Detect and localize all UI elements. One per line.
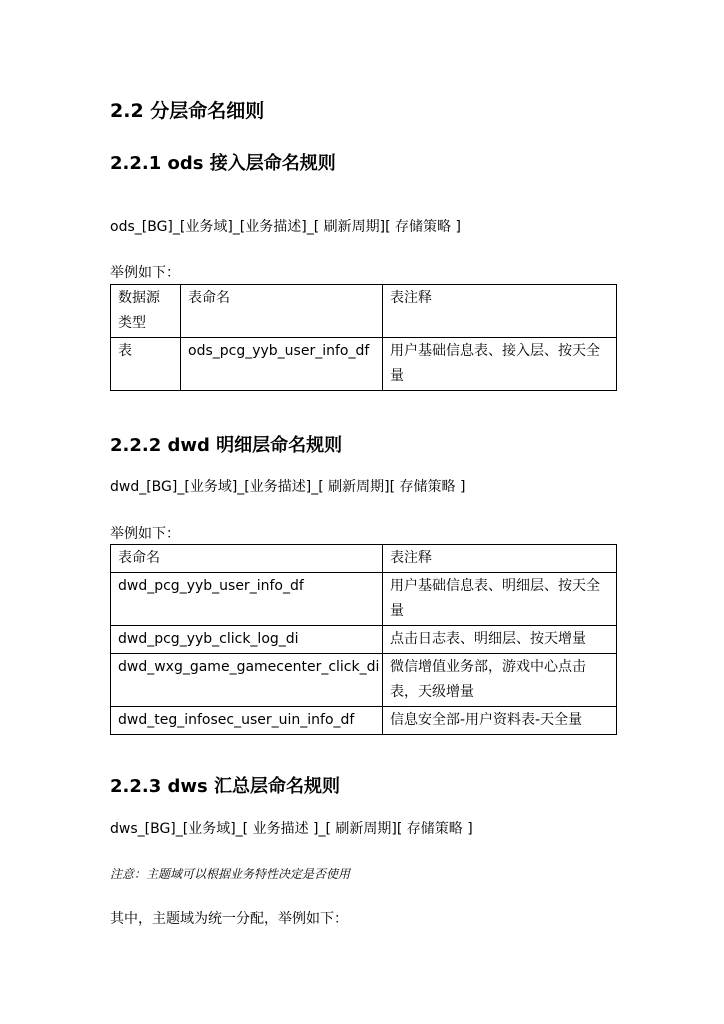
ods-example-table — [110, 284, 617, 391]
dws-intro: 其中，主题域为统一分配，举例如下： — [110, 911, 348, 927]
table-header-cell: 表命名 — [181, 285, 383, 338]
table-header-row — [111, 285, 617, 338]
table-cell: dwd_teg_infosec_user_uin_info_df — [111, 707, 383, 735]
dwd-naming-pattern: dwd_[BG]_[业务域]_[业务描述]_[ 刷新周期][ 存储策略 ] — [110, 479, 466, 495]
table-cell: 点击日志表、明细层、按天增量 — [383, 626, 617, 654]
table-row — [111, 573, 617, 626]
table-cell: 用户基础信息表、明细层、按天全量 — [383, 573, 617, 626]
table-row — [111, 338, 617, 391]
section-title-2-2: 2.2 分层命名细则 — [110, 100, 265, 122]
table-cell: 微信增值业务部，游戏中心点击表，天级增量 — [383, 654, 617, 707]
dwd-example-label: 举例如下： — [110, 526, 180, 542]
table-header-cell: 表注释 — [383, 285, 617, 338]
table-cell: 用户基础信息表、接入层、按天全量 — [383, 338, 617, 391]
table-cell: dwd_wxg_game_gamecenter_click_di — [111, 654, 383, 707]
ods-example-label: 举例如下： — [110, 265, 180, 281]
dws-note: 注意：主题域可以根据业务特性决定是否使用 — [110, 867, 351, 881]
table-cell: dwd_pcg_yyb_click_log_di — [111, 626, 383, 654]
dws-heading: 2.2.3 dws 汇总层命名规则 — [110, 776, 341, 797]
table-row — [111, 707, 617, 735]
table-cell: 表 — [111, 338, 181, 391]
table-row — [111, 654, 617, 707]
table-header-cell: 数据源类型 — [111, 285, 181, 338]
dwd-heading: 2.2.2 dwd 明细层命名规则 — [110, 435, 343, 456]
table-header-row — [111, 545, 617, 573]
table-cell: dwd_pcg_yyb_user_info_df — [111, 573, 383, 626]
dwd-example-table — [110, 544, 617, 735]
ods-naming-pattern: ods_[BG]_[业务域]_[业务描述]_[ 刷新周期][ 存储策略 ] — [110, 219, 461, 235]
dws-naming-pattern: dws_[BG]_[业务域]_[ 业务描述 ]_[ 刷新周期][ 存储策略 ] — [110, 821, 473, 837]
table-cell: ods_pcg_yyb_user_info_df — [181, 338, 383, 391]
ods-heading: 2.2.1 ods 接入层命名规则 — [110, 153, 336, 174]
table-row — [111, 626, 617, 654]
table-header-cell: 表注释 — [383, 545, 617, 573]
table-header-cell: 表命名 — [111, 545, 383, 573]
table-cell: 信息安全部-用户资料表-天全量 — [383, 707, 617, 735]
